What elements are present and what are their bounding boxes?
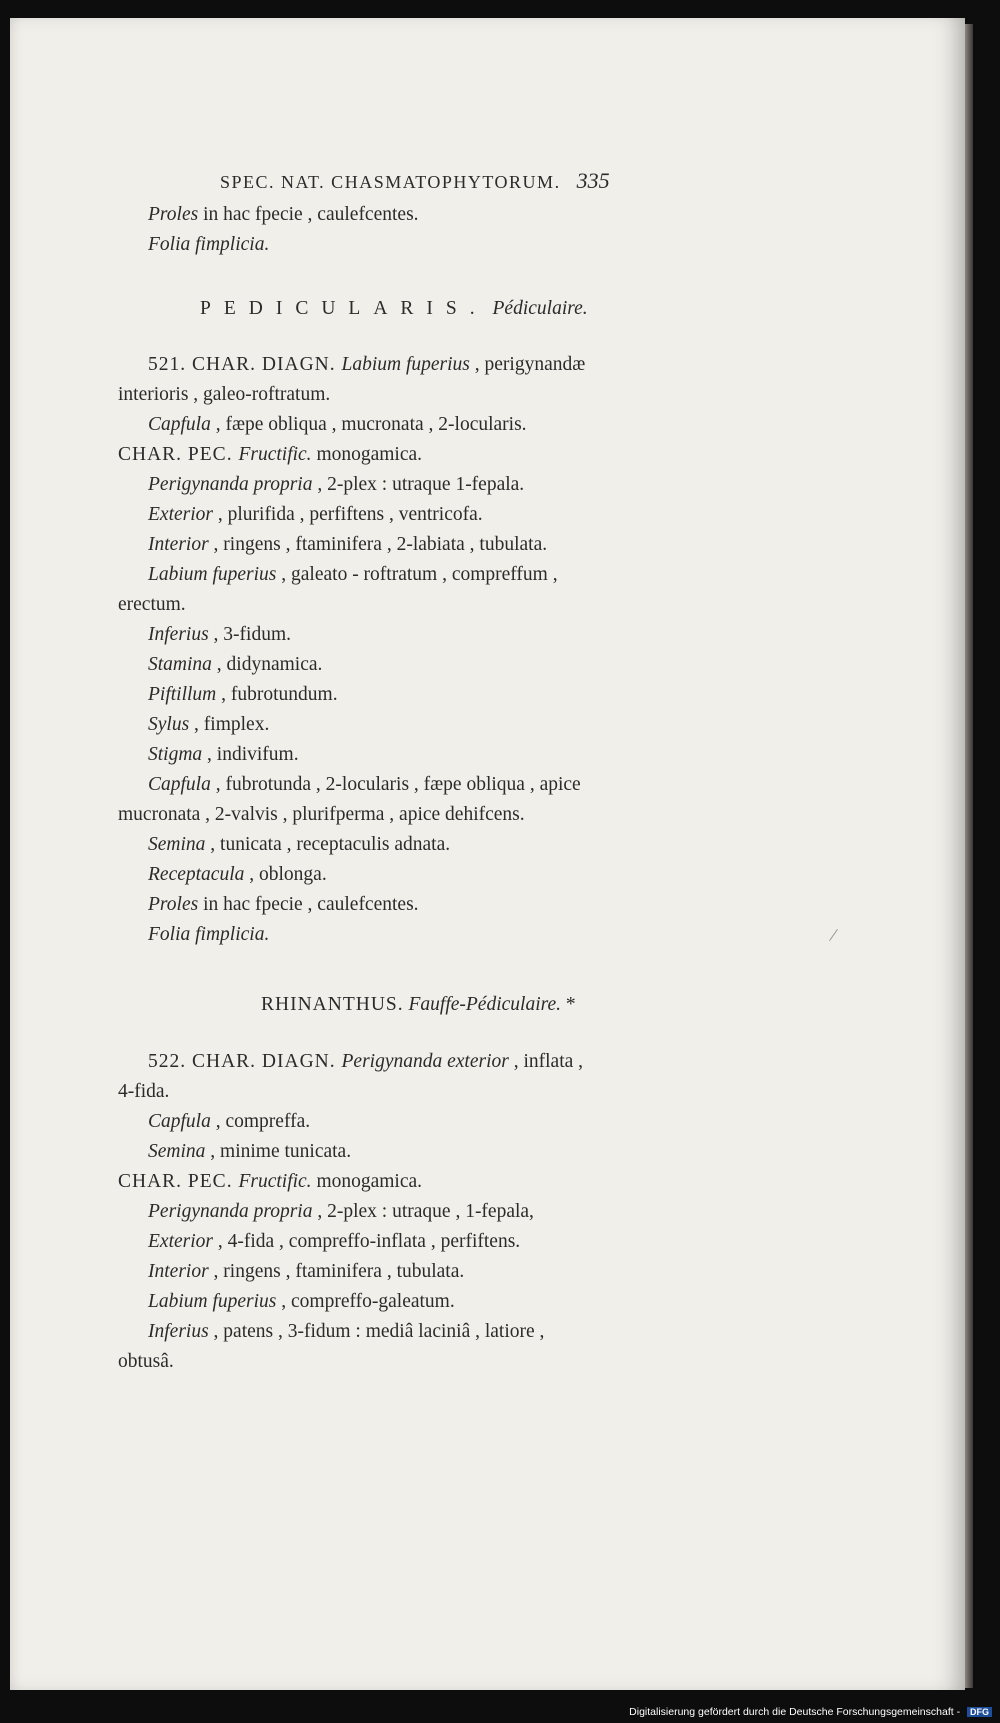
- text-line: [148, 714, 269, 736]
- text-segment: 521. CHAR. DIAGN.: [148, 354, 342, 375]
- text-line: [148, 504, 483, 526]
- text-line: [148, 864, 327, 886]
- italic-text: Perigynanda exterior: [341, 1051, 509, 1072]
- text-segment: interioris , galeo-roftratum.: [118, 384, 331, 405]
- text-line: [148, 1261, 464, 1283]
- italic-text: Perigynanda propria: [148, 1201, 313, 1222]
- text-line: [148, 924, 269, 946]
- text-segment: , perigynandæ: [469, 354, 586, 375]
- italic-text: Labium fuperius: [341, 354, 470, 375]
- text-line: [200, 298, 588, 320]
- text-line: [148, 1321, 544, 1343]
- text-segment: , didynamica.: [211, 654, 323, 675]
- text-line: [261, 994, 576, 1016]
- text-segment: , plurifida , perfiftens , ventricofa.: [212, 504, 483, 525]
- italic-text: Inferius: [148, 1321, 209, 1342]
- text-segment: PEDICULARIS.: [200, 298, 488, 319]
- running-head: [220, 168, 610, 194]
- italic-text: Labium fuperius: [148, 1291, 277, 1312]
- italic-text: Fauffe-Pédiculaire.: [408, 994, 562, 1015]
- text-segment: 4-fida.: [118, 1081, 170, 1102]
- text-segment: , 2-plex : utraque , 1-fepala,: [312, 1201, 534, 1222]
- text-segment: , fæpe obliqua , mucronata , 2-locularis.: [210, 414, 527, 435]
- text-line: [148, 204, 419, 226]
- text-segment: , 2-plex : utraque 1-fepala.: [312, 474, 525, 495]
- italic-text: Stamina: [148, 654, 212, 675]
- italic-text: Pédiculaire.: [492, 298, 588, 319]
- text-segment: erectum.: [118, 594, 186, 615]
- text-segment: monogamica.: [311, 1171, 423, 1192]
- text-segment: , oblonga.: [244, 864, 327, 885]
- page-number: 335: [576, 168, 610, 193]
- text-line: [118, 1351, 174, 1373]
- text-segment: , ringens , ftaminifera , tubulata.: [208, 1261, 465, 1282]
- text-segment: , fubrotunda , 2-locularis , fæpe obliqua , apice: [210, 774, 581, 795]
- italic-text: Fructific.: [238, 1171, 312, 1192]
- text-line: [148, 1231, 520, 1253]
- text-line: [148, 1051, 583, 1073]
- dfg-logo: DFG: [967, 1707, 992, 1717]
- text-segment: mucronata , 2-valvis , plurifperma , apice dehifcens.: [118, 804, 525, 825]
- text-line: [148, 744, 299, 766]
- italic-text: Semina: [148, 1141, 206, 1162]
- text-segment: , compreffo-galeatum.: [276, 1291, 455, 1312]
- italic-text: Inferius: [148, 624, 209, 645]
- italic-text: Capfula: [148, 1111, 211, 1132]
- text-segment: *: [561, 994, 576, 1015]
- text-segment: 522. CHAR. DIAGN.: [148, 1051, 342, 1072]
- text-segment: , fimplex.: [189, 714, 270, 735]
- text-segment: , tunicata , receptaculis adnata.: [205, 834, 451, 855]
- running-head-title: SPEC. NAT. CHASMATOPHYTORUM.: [220, 172, 561, 192]
- text-segment: obtusâ.: [118, 1351, 174, 1372]
- text-line: [148, 354, 585, 376]
- text-line: [148, 894, 419, 916]
- text-segment: , ringens , ftaminifera , 2-labiata , tubulata.: [208, 534, 548, 555]
- italic-text: Semina: [148, 834, 206, 855]
- text-line: [148, 1141, 351, 1163]
- text-line: [118, 1171, 422, 1193]
- italic-text: Receptacula: [148, 864, 245, 885]
- text-line: [118, 384, 330, 406]
- text-segment: RHINANTHUS.: [261, 994, 404, 1015]
- text-segment: , 3-fidum.: [208, 624, 291, 645]
- text-segment: , patens , 3-fidum : mediâ laciniâ , latiore ,: [208, 1321, 545, 1342]
- text-segment: , 4-fida , compreffo-inflata , perfiftens.: [212, 1231, 521, 1252]
- italic-text: Interior: [148, 534, 209, 555]
- text-line: [148, 474, 524, 496]
- text-segment: CHAR. PEC.: [118, 1171, 239, 1192]
- italic-text: Proles: [148, 204, 199, 225]
- text-line: [148, 1291, 455, 1313]
- text-line: [148, 1111, 310, 1133]
- italic-text: Exterior: [148, 1231, 213, 1252]
- text-line: [118, 1081, 169, 1103]
- italic-text: Labium fuperius: [148, 564, 277, 585]
- text-line: [148, 654, 322, 676]
- text-segment: in hac fpecie , caulefcentes.: [198, 204, 419, 225]
- page-mark: [829, 929, 838, 941]
- text-line: [148, 684, 338, 706]
- text-segment: , minime tunicata.: [205, 1141, 352, 1162]
- italic-text: Stigma: [148, 744, 203, 765]
- text-line: [148, 564, 558, 586]
- text-segment: , fubrotundum.: [216, 684, 338, 705]
- text-segment: in hac fpecie , caulefcentes.: [198, 894, 419, 915]
- italic-text: Folia fimplicia.: [148, 924, 270, 945]
- text-line: [118, 444, 422, 466]
- credit-text: Digitalisierung gefördert durch die Deutsche Forschungsgemeinschaft -: [629, 1706, 961, 1718]
- text-segment: , compreffa.: [210, 1111, 311, 1132]
- page-edge: [965, 24, 973, 1688]
- text-segment: CHAR. PEC.: [118, 444, 239, 465]
- digitization-credit: [600, 1706, 992, 1720]
- text-line: [148, 534, 547, 556]
- text-line: [118, 594, 186, 616]
- italic-text: Piftillum: [148, 684, 217, 705]
- italic-text: Capfula: [148, 774, 211, 795]
- italic-text: Proles: [148, 894, 199, 915]
- book-page: [10, 18, 965, 1690]
- text-segment: , inflata ,: [508, 1051, 584, 1072]
- italic-text: Folia fimplicia.: [148, 234, 270, 255]
- text-line: [148, 624, 291, 646]
- italic-text: Perigynanda propria: [148, 474, 313, 495]
- text-segment: , galeato - roftratum , compreffum ,: [276, 564, 558, 585]
- text-segment: monogamica.: [311, 444, 423, 465]
- text-line: [118, 804, 525, 826]
- text-segment: , indivifum.: [202, 744, 299, 765]
- text-line: [148, 834, 450, 856]
- text-line: [148, 774, 581, 796]
- text-line: [148, 414, 527, 436]
- italic-text: Capfula: [148, 414, 211, 435]
- italic-text: Interior: [148, 1261, 209, 1282]
- italic-text: Fructific.: [238, 444, 312, 465]
- italic-text: Exterior: [148, 504, 213, 525]
- text-line: [148, 1201, 534, 1223]
- italic-text: Sylus: [148, 714, 190, 735]
- text-line: [148, 234, 269, 256]
